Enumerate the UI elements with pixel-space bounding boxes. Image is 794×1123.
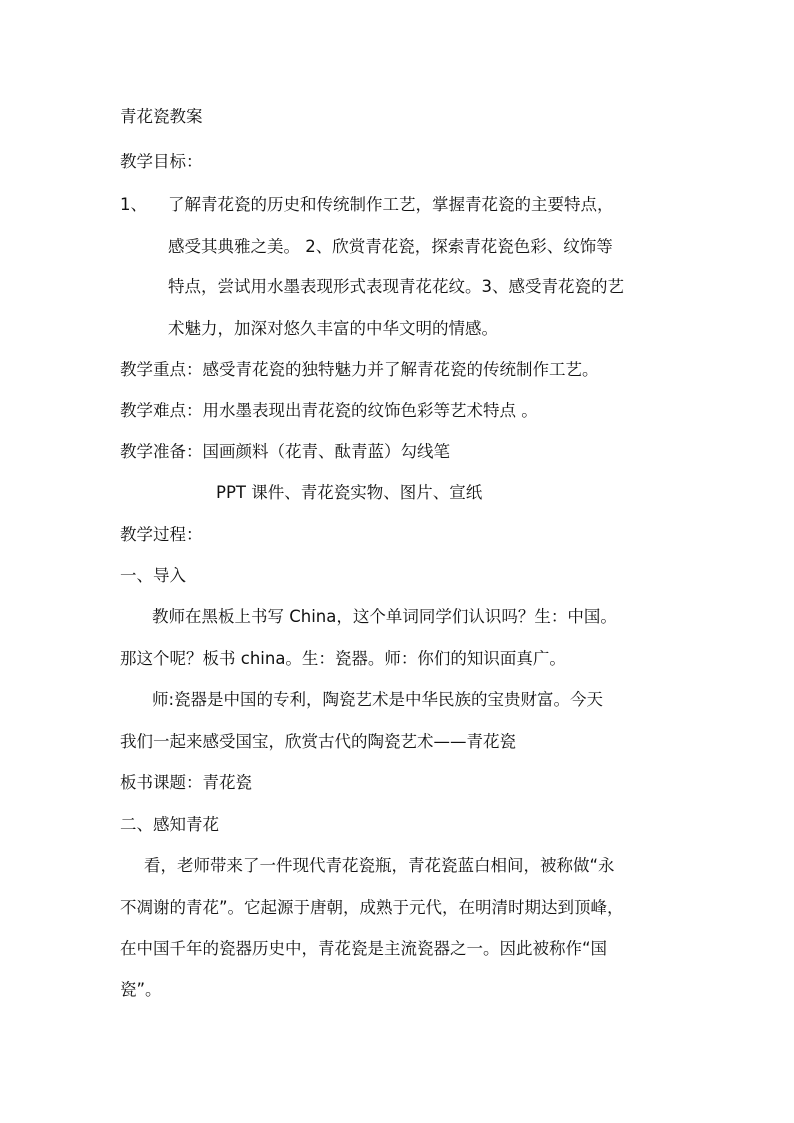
paragraph-line: 瓷”。 (120, 980, 162, 999)
difficulty: 教学难点：用水墨表现出青花瓷的纹饰色彩等艺术特点 。 (120, 401, 538, 420)
objective-line: 特点，尝试用水墨表现形式表现青花花纹。3、感受青花瓷的艺 (168, 277, 624, 296)
objective-line: 了解青花瓷的历史和传统制作工艺，掌握青花瓷的主要特点， (168, 195, 614, 214)
paragraph-line: 看，老师带来了一件现代青花瓷瓶，青花瓷蓝白相间，被称做“永 (144, 856, 615, 875)
section2-heading: 二、感知青花 (120, 815, 219, 834)
paragraph-line: 教师在黑板上书写 China，这个单词同学们认识吗？生：中国。 (152, 607, 617, 626)
board-title: 板书课题：青花瓷 (120, 773, 252, 792)
objective-number: 1、 (120, 195, 147, 214)
document-title: 青花瓷教案 (120, 107, 203, 126)
objective-line: 感受其典雅之美。 2、欣赏青花瓷，探索青花瓷色彩、纹饰等 (168, 237, 613, 256)
preparation-continued: PPT 课件、青花瓷实物、图片、宣纸 (216, 483, 483, 502)
section1-heading: 一、导入 (120, 566, 186, 585)
objectives-heading: 教学目标： (120, 152, 203, 171)
key-point: 教学重点：感受青花瓷的独特魅力并了解青花瓷的传统制作工艺。 (120, 360, 599, 379)
paragraph-line: 不凋谢的青花”。它起源于唐朝，成熟于元代，在明清时期达到顶峰， (120, 898, 624, 917)
objective-line: 术魅力，加深对悠久丰富的中华文明的情感。 (168, 319, 498, 338)
paragraph-line: 那这个呢？板书 china。生：瓷器。师：你们的知识面真广。 (120, 649, 566, 668)
paragraph-line: 在中国千年的瓷器历史中，青花瓷是主流瓷器之一。因此被称作“国 (120, 939, 608, 958)
process-heading: 教学过程： (120, 525, 203, 544)
paragraph-line: 师:瓷器是中国的专利，陶瓷艺术是中华民族的宝贵财富。今天 (152, 690, 604, 709)
paragraph-line: 我们一起来感受国宝，欣赏古代的陶瓷艺术——青花瓷 (120, 732, 516, 751)
preparation: 教学准备：国画颜料（花青、酞青蓝）勾线笔 (120, 442, 450, 461)
